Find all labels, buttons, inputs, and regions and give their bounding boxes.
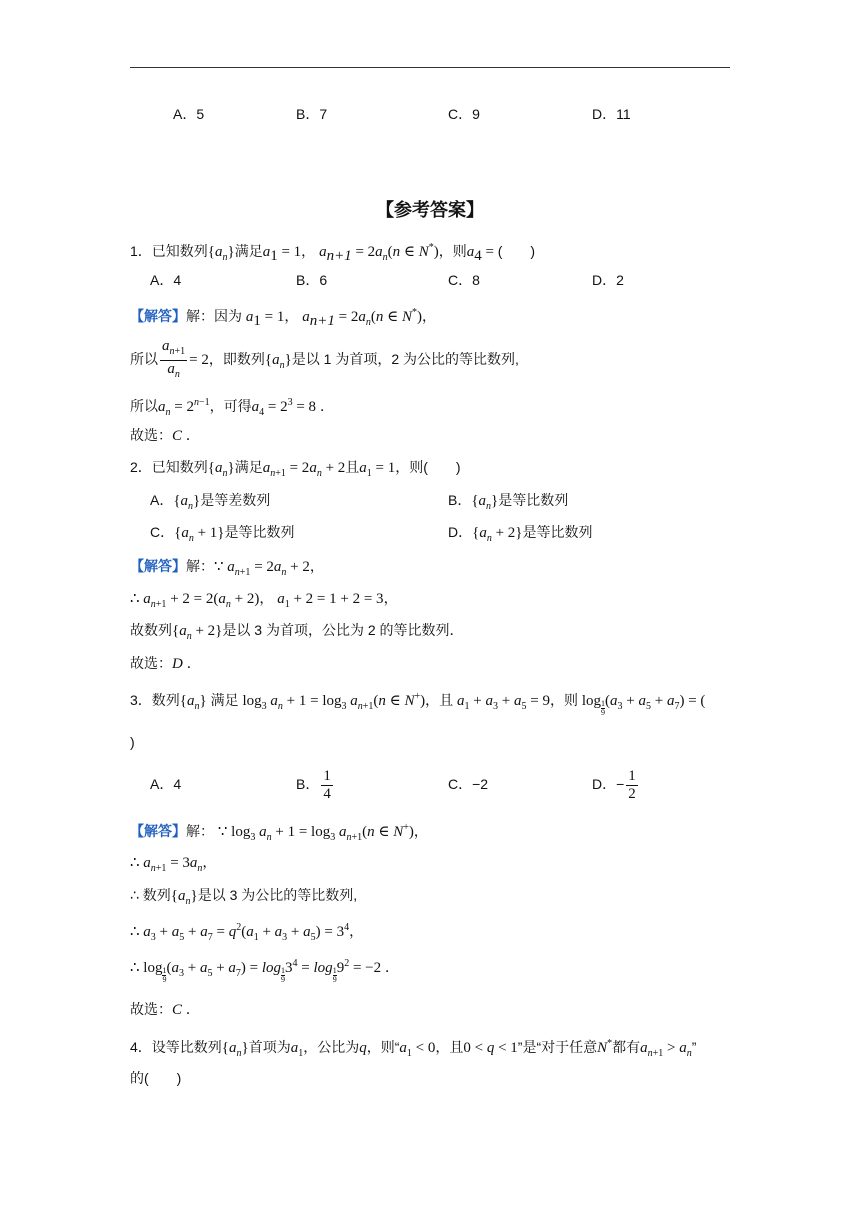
q3-solution-line4: ∴ $a_3 + a_5 + a_7 = q^2(a_1 + a_3 + a_5) = 3^4$，: [130, 922, 364, 943]
q2-answer: 故选：D ．: [130, 655, 201, 672]
q1-solution-line1: 【解答】解：因为 $a_1 = 1$， $a_{n+1} = 2a_n(n$ ∈ N*)，: [130, 307, 436, 329]
q1-solution-line2: 所以 $\frac{a_{n+1}}{a_n}$ = 2，即数列$\{a_n\}$是以 1 为首项，2 为公比的等比数列,: [130, 338, 519, 380]
q1-option-a: A．4: [150, 272, 182, 288]
q3-option-c: C．−2: [448, 776, 489, 792]
q2-option-d: D．$\{a_n + 2\}$是等比数列: [448, 524, 593, 544]
q3-stem-close: ): [130, 734, 135, 750]
q2-solution-line3: 故数列$\{a_n + 2\}$是以 3 为首项，公比为 2 的等比数列．: [130, 622, 464, 642]
prev-option-b: B．7: [296, 106, 328, 122]
q3-solution-line1: 【解答】解： ∵ $\log_3 a_n + 1 = \log_3 a_{n+1}(n$ ∈ N+)，: [130, 822, 428, 843]
q2-option-b: B．$\{a_n\}$是等比数列: [448, 492, 569, 512]
q2-option-c: C．$\{a_n + 1\}$是等比数列: [150, 524, 295, 544]
q2-stem: 2．已知数列$\{a_n\}$满足$a_{n+1} = 2a_n + 2$且$a_1 = 1$，则( ): [130, 459, 461, 479]
q3-solution-line5: ∴ log $_{\frac{1}{9}}$ $(a_3 + a_5 + a_7) = \log$ $_{\frac{1}{9}}$ $3^4 = \log$ $_{\frac{1}{9}}$ $9^2 = -2$ ．: [130, 958, 399, 984]
q3-option-b: B． $\frac{1}{4}$: [296, 767, 331, 802]
q2-option-a: A．$\{a_n\}$是等差数列: [150, 492, 271, 512]
q1-answer: 故选：C ．: [130, 427, 200, 444]
q1-option-d: D．2: [592, 272, 624, 288]
q3-option-a: A．4: [150, 776, 182, 792]
prev-option-c: C．9: [448, 106, 480, 122]
q3-option-d: D．− $\frac{1}{2}$: [592, 767, 636, 802]
q1-option-c: C．8: [448, 272, 480, 288]
q3-solution-line2: ∴ $a_{n+1} = 3a_n$，: [130, 854, 217, 874]
q4-stem-line2: 的( ): [130, 1070, 182, 1086]
q2-solution-line2: ∴ $a_{n+1} + 2 = 2(a_n + 2)$， $a_1 + 2 = 1 + 2 = 3$，: [130, 590, 398, 610]
q1-solution-line3: 所以$a_n = 2^{n-1}$，可得$a_4 = 2^3 = 8$ ．: [130, 397, 334, 418]
prev-option-a: A．5: [173, 106, 205, 122]
q4-stem: 4．设等比数列$\{a_n\}$首项为$a_1$，公比为q，则“$a_1 < 0$，且0 < q < 1”是“对于任意N*都有$a_{n+1} > a_n$”: [130, 1038, 697, 1059]
q3-stem: 3．数列$\{a_n\}$ 满足 $\log_3 a_n + 1 = \log_3 a_{n+1}(n$ ∈ N+)，且 $a_1 + a_3 + a_5 = 9$，则 log $_{\frac{1}{9}}$ $(a_3 + a_5 + a_7)$ = (: [130, 691, 706, 717]
q2-solution-line1: 【解答】解：∵ $a_{n+1} = 2a_n + 2$，: [130, 558, 324, 578]
q1-stem: 1．已知数列$\{a_n\}$满足$a_1 = 1$， $a_{n+1} = 2a_n(n$ ∈ N*)，则$a_4$ = ( ): [130, 242, 536, 264]
q3-solution-line3: ∴ 数列$\{a_n\}$是以 3 为公比的等比数列,: [130, 887, 358, 907]
header-rule: [130, 67, 730, 68]
prev-option-d: D．11: [592, 106, 631, 122]
q1-option-b: B．6: [296, 272, 328, 288]
section-title: 【参考答案】: [376, 200, 484, 220]
q3-answer: 故选：C ．: [130, 1001, 200, 1018]
